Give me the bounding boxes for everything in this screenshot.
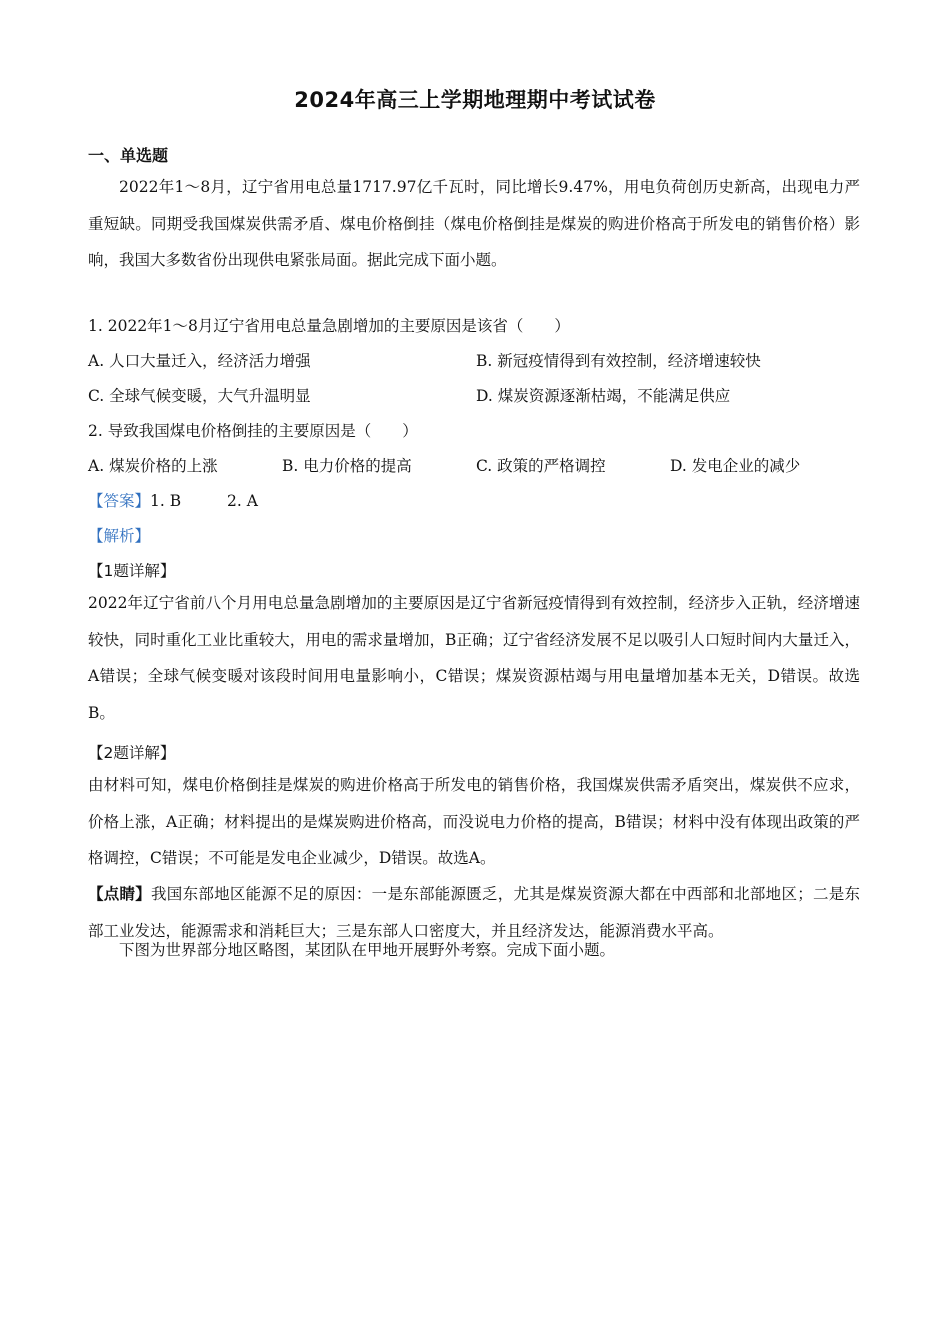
detail-1-text: 2022年辽宁省前八个月用电总量急剧增加的主要原因是辽宁省新冠疫情得到有效控制，经济步入正轨，经济增速较快，同时重化工业比重较大，用电的需求量增加，B正确；辽宁省经济发展不足以吸引人口短时间内大量迁入，A错误；全球气候变暖对该段时间用电量影响小，C错误；煤炭资源枯竭与用电量增加基本无关，D错误。故选B。 <box>88 594 860 722</box>
answer-label: 【答案】 <box>88 492 151 510</box>
analysis-label: 【解析】 <box>88 527 151 545</box>
page-title: 2024年高三上学期地理期中考试试卷 <box>294 88 656 112</box>
question-text: 导致我国煤电价格倒挂的主要原因是（ ） <box>107 422 418 440</box>
answer-line <box>88 489 258 511</box>
q2-option-a: A. 煤炭价格的上涨 <box>88 457 218 475</box>
question-1-stem <box>88 314 570 336</box>
note-label: 【点睛】 <box>88 885 152 903</box>
answer-1: 1. B <box>150 492 182 510</box>
detail-2-label: 【2题详解】 <box>88 744 176 762</box>
detail-1-label: 【1题详解】 <box>88 562 176 580</box>
q2-option-c: C. 政策的严格调控 <box>476 457 606 475</box>
question-2-stem <box>88 419 418 441</box>
material-paragraph-1: 2022年1～8月，辽宁省用电总量1717.97亿千瓦时，同比增长9.47%，用电负荷创历史新高，出现电力严重短缺。同期受我国煤炭供需矛盾、煤电价格倒挂（煤电价格倒挂是煤炭的购进价格高于所发电的销售价格）影响，我国大多数省份出现供电紧张局面。据此完成下面小题。 <box>88 178 860 269</box>
question-number: 2. <box>88 422 103 440</box>
q2-option-d: D. 发电企业的减少 <box>670 457 801 475</box>
detail-2-text: 由材料可知，煤电价格倒挂是煤炭的购进价格高于所发电的销售价格，我国煤炭供需矛盾突出，煤炭供不应求，价格上涨，A正确；材料提出的是煤炭购进价格高，而没说电力价格的提高，B错误；材料中没有体现出政策的严格调控，C错误；不可能是发电企业减少，D错误。故选A。 <box>88 776 860 867</box>
note-text: 我国东部地区能源不足的原因：一是东部能源匮乏，尤其是煤炭资源大都在中西部和北部地区；二是东部工业发达，能源需求和消耗巨大；三是东部人口密度大，并且经济发达，能源消费水平高。 <box>88 885 860 940</box>
q2-option-b: B. 电力价格的提高 <box>282 457 412 475</box>
q1-option-a: A. 人口大量迁入，经济活力增强 <box>88 352 311 370</box>
q1-option-c: C. 全球气候变暖，大气升温明显 <box>88 387 311 405</box>
question-number: 1. <box>88 317 103 335</box>
question-text: 2022年1～8月辽宁省用电总量急剧增加的主要原因是该省（ ） <box>107 317 570 335</box>
section-heading: 一、单选题 <box>88 146 169 165</box>
q1-option-b: B. 新冠疫情得到有效控制，经济增速较快 <box>476 352 761 370</box>
q1-option-d: D. 煤炭资源逐渐枯竭，不能满足供应 <box>476 387 731 405</box>
material-paragraph-2: 下图为世界部分地区略图，某团队在甲地开展野外考察。完成下面小题。 <box>119 941 616 959</box>
answer-2: 2. A <box>227 492 258 510</box>
